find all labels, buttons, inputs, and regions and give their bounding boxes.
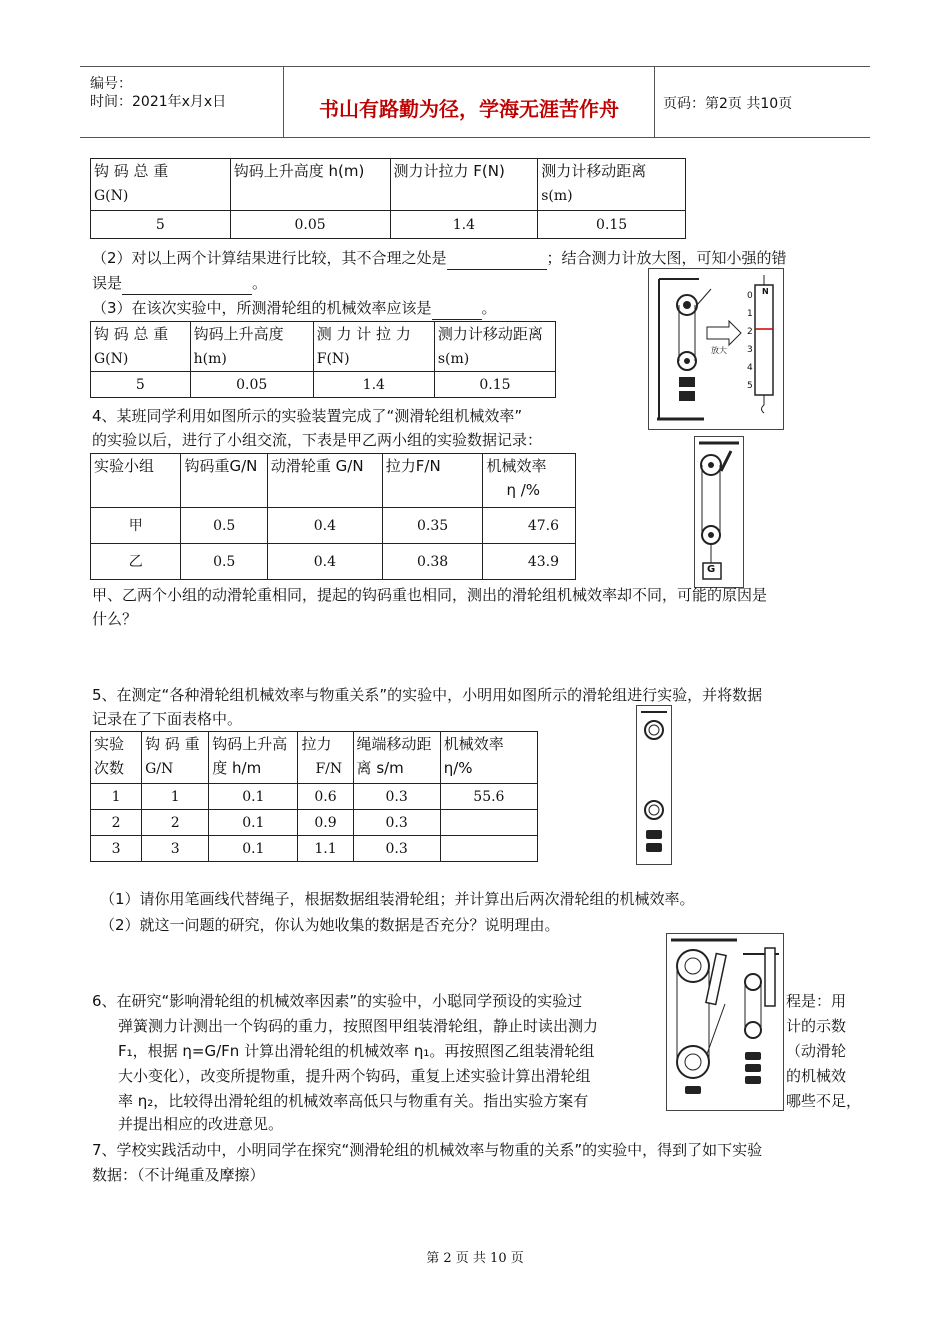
- table-cell: 0.3: [353, 784, 440, 810]
- table-header-cell: 钩 码 重 G/N: [142, 732, 209, 784]
- table-row: [91, 508, 576, 544]
- table2-header-cell: 测 力 计 拉 力 F(N): [313, 322, 434, 372]
- q7-line2: 数据：（不计绳重及摩擦）: [92, 1166, 265, 1184]
- table-row: [91, 372, 556, 398]
- doc-number-label: 编号：: [90, 76, 132, 92]
- scale-tick: 3: [747, 345, 753, 355]
- table-2: [90, 321, 556, 398]
- pulley-pair-icon: [637, 706, 671, 864]
- table-header-cell: 钩码重G/N: [181, 454, 267, 508]
- table-cell: 0.05: [190, 372, 313, 398]
- q6-line4-left: 大小变化），改变所提物重，提升两个钩码，重复上述实验计算出滑轮组: [118, 1067, 591, 1085]
- table-cell: 1.1: [298, 836, 353, 862]
- table-cell: 0.15: [434, 372, 555, 398]
- table-cell: 5: [91, 211, 231, 239]
- table1-header-cell: 钩码上升高度 h(m): [230, 159, 390, 211]
- q4-line2: 的实验以后，进行了小组交流，下表是甲乙两小组的实验数据记录：: [92, 431, 543, 449]
- table-row: [91, 784, 538, 810]
- q5-line2: 记录在了下面表格中。: [92, 710, 243, 728]
- table1-header-cell: 测力计拉力 F(N): [390, 159, 538, 211]
- table-header-cell: 拉力F/N: [382, 454, 483, 508]
- pulley-scale-figure: [648, 268, 784, 430]
- table-header-cell: 实验 次数: [91, 732, 142, 784]
- scale-unit: N: [762, 287, 769, 296]
- q4-question-line2: 什么？: [92, 610, 138, 628]
- scale-tick: 1: [747, 309, 753, 319]
- table-header-cell: 机械效率 η /%: [483, 454, 576, 508]
- table1-header-cell: 钩 码 总 重 G(N): [91, 159, 231, 211]
- table-header-cell: 拉力 F/N: [298, 732, 353, 784]
- table-cell: 0.3: [353, 810, 440, 836]
- q6-line3-left: F₁，根据 η=G/Fn 计算出滑轮组的机械效率 η₁。再按照图乙组装滑轮组: [118, 1042, 595, 1060]
- q6-line1-left: 6、在研究“影响滑轮组的机械效率因素”的实验中，小聪同学预设的实验过: [92, 992, 583, 1010]
- table-1: [90, 158, 686, 239]
- table-row: [91, 836, 538, 862]
- scale-tick: 5: [747, 381, 753, 391]
- table-cell: 0.1: [209, 836, 298, 862]
- q6-line5-right: 哪些不足，: [786, 1092, 862, 1110]
- q6-line5-left: 率 η₂，比较得出滑轮组的机械效率高低只与物重有关。指出实验方案有: [118, 1092, 589, 1110]
- table-cell: 0.5: [181, 544, 267, 580]
- table-cell: 1.4: [390, 211, 538, 239]
- table-cell: 1: [91, 784, 142, 810]
- table-cell: 55.6: [440, 784, 537, 810]
- q6-line2-left: 弹簧测力计测出一个钩码的重力，按照图甲组装滑轮组，静止时读出测力: [118, 1017, 599, 1035]
- table-cell: 0.05: [230, 211, 390, 239]
- q5-line1: 5、在测定“各种滑轮组机械效率与物重关系”的实验中，小明用如图所示的滑轮组进行实验，并将数据: [92, 686, 763, 704]
- table-q4: [90, 453, 576, 580]
- table-cell: 0.5: [181, 508, 267, 544]
- table-cell: 0.1: [209, 784, 298, 810]
- table-header-cell: 绳端移动距 离 s/m: [353, 732, 440, 784]
- table-cell: 47.6: [483, 508, 576, 544]
- header-motto-cell: [284, 67, 655, 137]
- table-cell: 甲: [91, 508, 181, 544]
- q2-line2: 误是 。: [92, 272, 267, 295]
- q5-sub1: （1）请你用笔画线代替绳子，根据数据组装滑轮组；并计算出后两次滑轮组的机械效率。: [100, 890, 695, 908]
- q6-line4-right: 的机械效: [786, 1067, 847, 1085]
- table-cell: 0.1: [209, 810, 298, 836]
- table-cell: 3: [91, 836, 142, 862]
- weight-g-label: G: [707, 564, 716, 575]
- table-row: [91, 211, 686, 239]
- pulley-comparison-figure: [666, 933, 784, 1111]
- table1-header-cell: 测力计移动距离 s(m): [538, 159, 686, 211]
- header-motto: 书山有路勤为径，学海无涯苦作舟: [319, 97, 619, 121]
- table2-header-cell: 测力计移动距离 s(m): [434, 322, 555, 372]
- table-cell: 2: [91, 810, 142, 836]
- pulley-set-figure: [636, 705, 672, 865]
- scale-tick: 2: [747, 327, 753, 337]
- table-cell: 3: [142, 836, 209, 862]
- table-cell: 2: [142, 810, 209, 836]
- q4-question-line1: 甲、乙两个小组的动滑轮重相同，提起的钩码重也相同，测出的滑轮组机械效率却不同，可能的原因是: [92, 586, 768, 604]
- q4-line1: 4、某班同学利用如图所示的实验装置完成了“测滑轮组机械效率”: [92, 407, 523, 425]
- table-row: [91, 544, 576, 580]
- table-cell: 0.15: [538, 211, 686, 239]
- table-cell: 0.38: [382, 544, 483, 580]
- zoom-label: 放大: [711, 346, 727, 355]
- q6-line2-right: 计的示数: [786, 1017, 847, 1035]
- q3-line: （3）在该次实验中，所测滑轮组的机械效率应该是 。: [92, 297, 497, 320]
- table-cell: 0.6: [298, 784, 353, 810]
- table-header-cell: 动滑轮重 G/N: [267, 454, 382, 508]
- table-cell: 0.9: [298, 810, 353, 836]
- scale-tick: 0: [747, 291, 753, 301]
- table-header-cell: 机械效率 η/%: [440, 732, 537, 784]
- scale-tick: 4: [747, 363, 753, 373]
- table-cell: 0.35: [382, 508, 483, 544]
- table-header-cell: 实验小组: [91, 454, 181, 508]
- table-cell: 1: [142, 784, 209, 810]
- table2-header-cell: 钩码上升高度 h(m): [190, 322, 313, 372]
- table-cell: 0.3: [353, 836, 440, 862]
- q5-sub2: （2）就这一问题的研究，你认为她收集的数据是否充分？说明理由。: [100, 916, 560, 934]
- table-header-cell: 钩码上升高 度 h/m: [209, 732, 298, 784]
- pulley-jia-yi-icon: [667, 934, 783, 1110]
- table-cell: [440, 836, 537, 862]
- doc-date-label: 时间：2021年x月x日: [90, 94, 227, 110]
- pulley-system-icon: [695, 437, 743, 587]
- header-meta: [80, 67, 284, 137]
- table-cell: 0.4: [267, 544, 382, 580]
- table-cell: 5: [91, 372, 191, 398]
- q7-line1: 7、学校实践活动中，小明同学在探究“测滑轮组的机械效率与物重的关系”的实验中，得到了如下实验: [92, 1141, 763, 1159]
- table-cell: [440, 810, 537, 836]
- table-cell: 乙: [91, 544, 181, 580]
- q6-line3-right: （动滑轮: [786, 1042, 847, 1060]
- table-q5: [90, 731, 538, 862]
- table-cell: 0.4: [267, 508, 382, 544]
- table-cell: 1.4: [313, 372, 434, 398]
- q6-line6: 并提出相应的改进意见。: [118, 1115, 284, 1133]
- page-header: [80, 66, 870, 138]
- table2-header-cell: 钩 码 总 重 G(N): [91, 322, 191, 372]
- table-cell: 43.9: [483, 544, 576, 580]
- table-row: [91, 810, 538, 836]
- q2-line1: （2）对以上两个计算结果进行比较，其不合理之处是 ；结合测力计放大图，可知小强的错: [92, 247, 787, 270]
- page-footer: 第 2 页 共 10 页: [426, 1251, 524, 1266]
- header-page-cell: [655, 67, 870, 137]
- pulley-g-figure: [694, 436, 744, 588]
- header-page-label: 页码：第2页 共10页: [663, 96, 793, 112]
- q6-line1-right: 程是：用: [786, 992, 847, 1010]
